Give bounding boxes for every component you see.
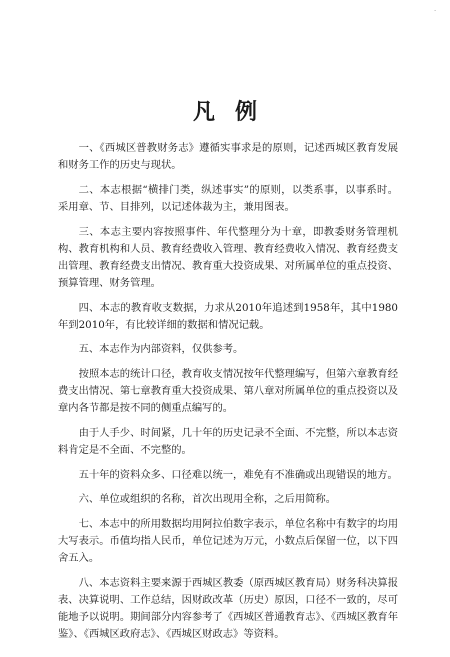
paragraph-9: 六、单位或组织的名称，首次出现用全称，之后用简称。 xyxy=(78,493,337,506)
paragraph-11: 八、本志资料主要来源于西城区教委（原西城区教育局）财务科决算报表、决算说明、工作总结，因财政改革（历史）原因，口径不一致的，尽可能地予以说明。期间部分内容参考了《西城区普通教育志》、《西城区教育年鉴》、《西城区政府志》、《西城区财政志》等资料。 xyxy=(58,576,398,641)
page-title: 凡例 xyxy=(192,99,277,125)
paragraph-6: 按照本志的统计口径，教育收支情况按年代整理编写，但第六章教育经费支出情况、第七章教育重大投资成果、第八章对所属单位的重点投资以及章内各节都是按不同的侧重点编写的。 xyxy=(58,368,398,415)
document-body xyxy=(58,140,398,647)
paragraph-2: 二、本志根据“横排门类，纵述事实”的原则，以类系事，以事系时。采用章、节、目排列，以记述体裁为主，兼用图表。 xyxy=(58,183,398,213)
paragraph-1: 一、《西城区普教财务志》遵循实事求是的原则，记述西城区教育发展和财务工作的历史与现状。 xyxy=(58,142,398,172)
paragraph-3: 三、本志主要内容按照事件、年代整理分为十章，即教委财务管理机构、教育机构和人员、教育经费收入管理、教育经费收入情况、教育经费支出管理、教育经费支出情况、教育重大投资成果、对所属单位的重点投资、预算管理、财务管理。 xyxy=(58,225,398,289)
paragraph-10: 七、本志中的所用数据均用阿拉伯数字表示，单位名称中有数字的均用大写表示。币值均指人民币，单位记述为万元，小数点后保留一位，以下四舍五入。 xyxy=(58,518,398,565)
paragraph-4: 四、本志的教育收支数据，力求从2010年追述到1958年，其中1980年到2010年，有比较详细的数据和情况记载。 xyxy=(58,301,398,331)
paragraph-8: 五十年的资料众多、口径难以统一，难免有不准确或出现错误的地方。 xyxy=(78,468,398,481)
paragraph-5: 五、本志作为内部资料，仅供参考。 xyxy=(78,343,244,356)
corner-mark: · xyxy=(434,8,436,15)
paragraph-7: 由于人手少、时间紧，几十年的历史记录不全面、不完整，所以本志资料肯定是不全面、不完整的。 xyxy=(58,426,398,456)
